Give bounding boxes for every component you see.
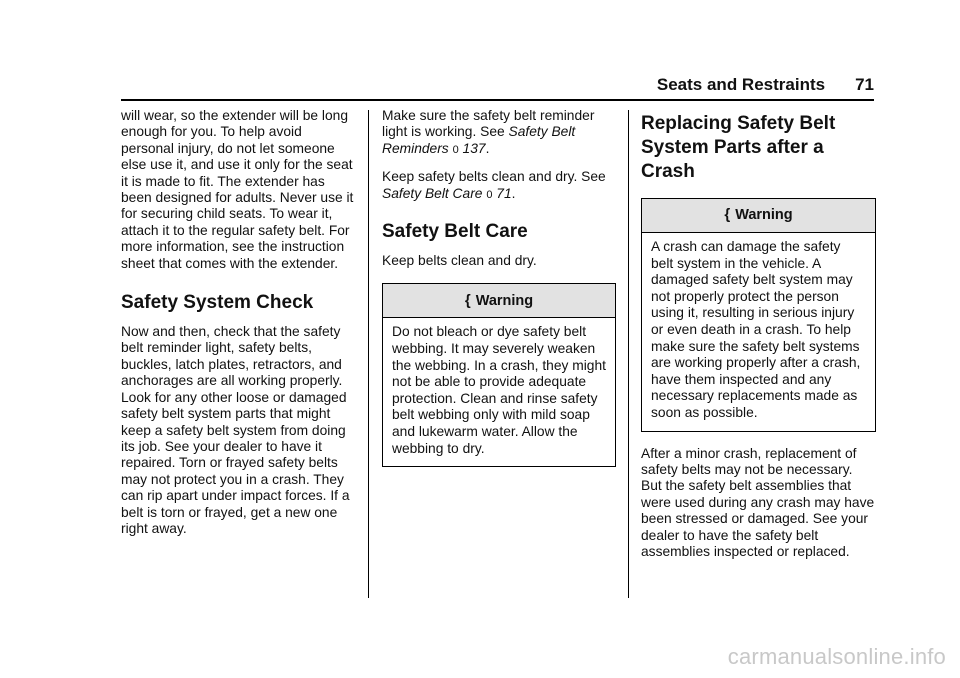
warning-icon: { [724, 206, 731, 224]
warning-title: Warning [735, 207, 793, 224]
replacing-parts-heading: Replacing Safety Belt System Parts after a Crash [641, 113, 836, 182]
page-header [121, 72, 874, 98]
reminder-paragraph [382, 108, 616, 158]
clean-dry-text: Keep safety belts clean and dry. See [382, 169, 606, 185]
column-2 [382, 108, 616, 481]
warning-icon: { [464, 291, 471, 309]
warning-title: Warning [475, 292, 534, 309]
warning-box [641, 198, 876, 432]
page-ref-arrow-icon: 0 [452, 143, 459, 156]
column-divider-2 [628, 110, 629, 598]
clean-dry-period: . [511, 185, 516, 201]
clean-dry-paragraph [382, 169, 616, 203]
column-1 [121, 108, 357, 548]
page-ref-arrow-icon: 0 [486, 188, 493, 201]
safety-belt-care-link[interactable]: Safety Belt Care [382, 185, 483, 201]
page-ref-137[interactable]: 137 [462, 140, 486, 156]
extender-paragraph: will wear, so the extender will be long enough for you. To help avoid personal injury, do not let someone else use it, and use it only for the seat it is made to fit. The extender has been designed for adults. Never use it for securing child seats. To wear it, attach it to the regular safety belt. For more information, see the instruction sheet that comes with the extender. [121, 108, 354, 271]
warning-body: Do not bleach or dye safety belt webbing. It may severely weaken the webbing. In a crash, they might not be able to provide adequate protection. Clean and rinse safety belt webbing only with mild soap and lukewarm water. Allow the webbing to dry. [392, 324, 606, 456]
column-divider-1 [368, 110, 369, 598]
column-3 [641, 108, 876, 571]
warning-header [383, 284, 615, 318]
safety-system-check-paragraph: Now and then, check that the safety belt reminder light, safety belts, buckles, latch plates, retractors, and anchorages are all working properly. Look for any other loose or damaged safety belt system parts that might keep a safety belt system from doing its job. See your dealer to have it repaired. Torn or frayed safety belts may not protect you in a crash. They can rip apart under impact forces. If a belt is torn or frayed, get a new one right away. [121, 324, 350, 536]
warning-body: A crash can damage the safety belt system in the vehicle. A damaged safety belt system may not properly protect the person using it, resulting in serious injury or even death in a crash. To help make sure the safety belt systems are working properly after a crash, have them inspected and any necessary replacements made as soon as possible. [651, 239, 861, 420]
watermark: carmanualsonline.info [727, 644, 946, 669]
reminder-period: . [485, 140, 490, 156]
safety-belt-reminders-link[interactable]: Safety Belt Reminders [382, 124, 576, 156]
safety-system-check-heading: Safety System Check [121, 292, 314, 314]
page-number: 71 [855, 75, 874, 94]
section-title: Seats and Restraints [656, 75, 826, 94]
reminder-text: Make sure the safety belt reminder light is working. See [382, 108, 595, 140]
header-rule [121, 99, 874, 101]
keep-clean-paragraph: Keep belts clean and dry. [382, 253, 537, 269]
page-ref-71[interactable]: 71 [496, 185, 512, 201]
warning-header [642, 199, 875, 233]
minor-crash-paragraph: After a minor crash, replacement of safety belts may not be necessary. But the safety belt assemblies that were used during any crash may have been stressed or damaged. See your dealer to have the safety belt assemblies inspected or replaced. [641, 445, 875, 559]
warning-box [382, 283, 616, 467]
safety-belt-care-heading: Safety Belt Care [382, 221, 528, 243]
